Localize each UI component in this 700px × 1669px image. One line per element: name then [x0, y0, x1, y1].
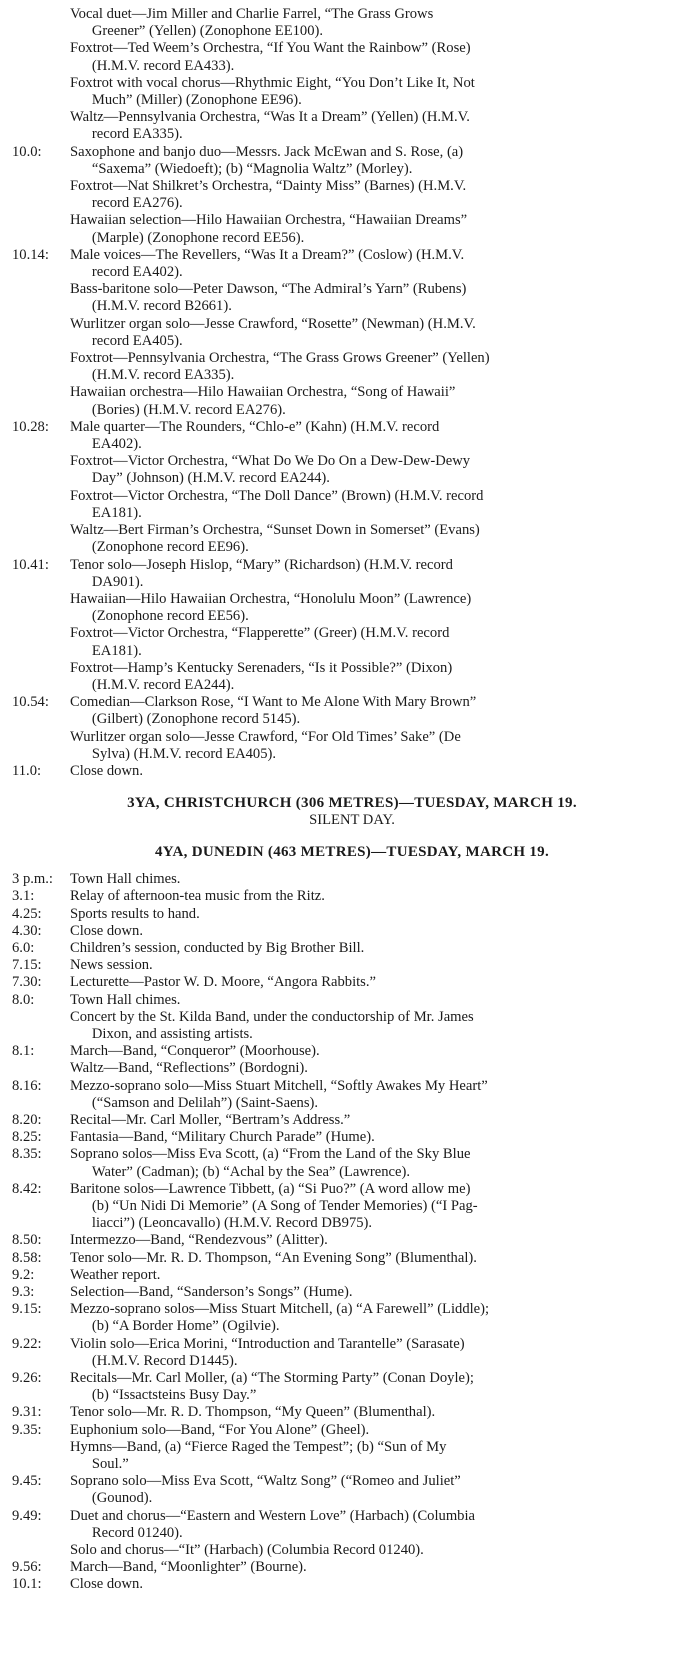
programme-text: [70, 1404, 692, 1421]
programme-item: [12, 453, 692, 487]
programme-text: [70, 247, 692, 281]
programme-item: [12, 974, 692, 991]
programme-line: Foxtrot—Nat Shilkret’s Orchestra, “Dainty Miss” (Barnes) (H.M.V.: [70, 178, 467, 195]
programme-line: (H.M.V. record EA244).: [70, 676, 235, 693]
programme-text: [70, 1336, 692, 1370]
programme-line: Wurlitzer organ solo—Jesse Crawford, “For Old Times’ Sake” (De: [70, 728, 461, 745]
programme-line: Relay of afternoon-tea music from the Ritz.: [70, 888, 325, 905]
programme-text: [70, 1060, 692, 1077]
programme-line: Soprano solo—Miss Eva Scott, “Waltz Song” (“Romeo and Juliet”: [70, 1473, 461, 1490]
programme-text: [70, 1473, 692, 1507]
programme-line: Selection—Band, “Sanderson’s Songs” (Hume).: [70, 1284, 353, 1301]
programme-item: [12, 178, 692, 212]
programme-item: [12, 75, 692, 109]
programme-text: [70, 75, 692, 109]
programme-text: [70, 1284, 692, 1301]
programme-line: EA402).: [70, 436, 142, 453]
programme-item: [12, 729, 692, 763]
programme-line: March—Band, “Moonlighter” (Bourne).: [70, 1559, 307, 1576]
programme-line: (H.M.V. record EA335).: [70, 367, 235, 384]
programme-line: Sports results to hand.: [70, 905, 200, 922]
programme-line: Record 01240).: [70, 1524, 183, 1541]
programme-time: 9.49:: [12, 1507, 42, 1524]
programme-line: Sylva) (H.M.V. record EA405).: [70, 745, 277, 762]
programme-line: EA181).: [70, 642, 142, 659]
programme-time: 10.41:: [12, 556, 49, 573]
programme-item: [12, 1250, 692, 1267]
programme-time: 8.1:: [12, 1043, 35, 1060]
programme-text: [70, 906, 692, 923]
programme-text: [70, 1576, 692, 1593]
programme-item: [12, 281, 692, 315]
programme-line: Hawaiian selection—Hilo Hawaiian Orchestra, “Hawaiian Dreams”: [70, 212, 468, 229]
programme-time: 9.56:: [12, 1559, 42, 1576]
programme-line: (H.M.V. record B2661).: [70, 298, 232, 315]
programme-line: record EA402).: [70, 264, 183, 281]
programme-time: 8.20:: [12, 1111, 42, 1128]
programme-time: 4.25:: [12, 905, 42, 922]
programme-item: [12, 144, 692, 178]
programme-item: [12, 522, 692, 556]
programme-text: [70, 453, 692, 487]
programme-item: [12, 591, 692, 625]
programme-line: record EA405).: [70, 332, 183, 349]
programme-time: 10.1:: [12, 1576, 42, 1593]
programme-text: [70, 694, 692, 728]
programme-line: March—Band, “Conqueror” (Moorhouse).: [70, 1043, 320, 1060]
programme-text: [70, 763, 692, 780]
programme-text: [70, 419, 692, 453]
programme-line: Foxtrot—Victor Orchestra, “What Do We Do On a Dew-Dew-Dewy: [70, 453, 471, 470]
programme-line: (Bories) (H.M.V. record EA276).: [70, 401, 286, 418]
programme-text: [70, 40, 692, 74]
programme-time: 9.35:: [12, 1421, 42, 1438]
programme-line: Comedian—Clarkson Rose, “I Want to Me Alone With Mary Brown”: [70, 694, 477, 711]
programme-line: Greener” (Yellen) (Zonophone EE100).: [70, 23, 324, 40]
programme-time: 7.15:: [12, 957, 42, 974]
programme-text: [70, 1078, 692, 1112]
programme-line: Recital—Mr. Carl Moller, “Bertram’s Address.”: [70, 1111, 351, 1128]
programme-line: Children’s session, conducted by Big Brother Bill.: [70, 939, 365, 956]
programme-item: [12, 1370, 692, 1404]
programme-text: [70, 1146, 692, 1180]
programme-text: [70, 1009, 692, 1043]
programme-line: Waltz—Band, “Reflections” (Bordogni).: [70, 1060, 308, 1077]
programme-item: [12, 247, 692, 281]
programme-text: [70, 488, 692, 522]
programme-item: [12, 1559, 692, 1576]
programme-text: [70, 923, 692, 940]
programme-line: Baritone solos—Lawrence Tibbett, (a) “Si Puo?” (A word allow me): [70, 1180, 471, 1197]
programme-line: Hymns—Band, (a) “Fierce Raged the Tempest”; (b) “Sun of My: [70, 1438, 447, 1455]
programme-line: Concert by the St. Kilda Band, under the conductorship of Mr. James: [70, 1008, 474, 1025]
programme-item: [12, 1181, 692, 1233]
programme-time: 10.14:: [12, 246, 49, 263]
programme-text: [70, 212, 692, 246]
programme-item: [12, 906, 692, 923]
programme-line: Water” (Cadman); (b) “Achal by the Sea” (Lawrence).: [70, 1163, 410, 1180]
programme-item: [12, 940, 692, 957]
programme-item: [12, 1473, 692, 1507]
programme-item: [12, 957, 692, 974]
programme-text: [70, 281, 692, 315]
programme-time: 9.3:: [12, 1284, 35, 1301]
programme-text: [70, 992, 692, 1009]
programme-item: [12, 1043, 692, 1060]
programme-item: [12, 1336, 692, 1370]
programme-line: Soprano solos—Miss Eva Scott, (a) “From the Land of the Sky Blue: [70, 1146, 471, 1163]
programme-text: [70, 109, 692, 143]
programme-line: Mezzo-soprano solo—Miss Stuart Mitchell, “Softly Awakes My Heart”: [70, 1077, 488, 1094]
programme-item: [12, 384, 692, 418]
programme-line: (H.M.V. Record D1445).: [70, 1352, 238, 1369]
programme-item: [12, 1078, 692, 1112]
programme-item: [12, 694, 692, 728]
programme-line: Tenor solo—Mr. R. D. Thompson, “An Evening Song” (Blumenthal).: [70, 1249, 477, 1266]
programme-text: [70, 888, 692, 905]
spacer: [12, 861, 692, 871]
programme-line: Intermezzo—Band, “Rendezvous” (Alitter).: [70, 1232, 328, 1249]
programme-page: [12, 6, 692, 1594]
programme-time: 7.30:: [12, 974, 42, 991]
programme-time: 3.1:: [12, 888, 35, 905]
programme-line: Saxophone and banjo duo—Messrs. Jack McEwan and S. Rose, (a): [70, 143, 464, 160]
programme-time: 6.0:: [12, 939, 35, 956]
programme-time: 9.22:: [12, 1335, 42, 1352]
programme-text: [70, 625, 692, 659]
programme-time: 9.15:: [12, 1301, 42, 1318]
programme-text: [70, 1301, 692, 1335]
programme-line: Tenor solo—Mr. R. D. Thompson, “My Queen” (Blumenthal).: [70, 1404, 436, 1421]
programme-text: [70, 384, 692, 418]
programme-line: Solo and chorus—“It” (Harbach) (Columbia Record 01240).: [70, 1542, 424, 1559]
programme-text: [70, 144, 692, 178]
programme-line: Bass-baritone solo—Peter Dawson, “The Admiral’s Yarn” (Rubens): [70, 281, 467, 298]
programme-text: [70, 1542, 692, 1559]
programme-text: [70, 957, 692, 974]
programme-line: Tenor solo—Joseph Hislop, “Mary” (Richardson) (H.M.V. record: [70, 556, 453, 573]
programme-text: [70, 1232, 692, 1249]
programme-item: [12, 1129, 692, 1146]
programme-line: Violin solo—Erica Morini, “Introduction and Tarantelle” (Sarasate): [70, 1335, 465, 1352]
programme-time: 10.28:: [12, 418, 49, 435]
programme-item: [12, 1576, 692, 1593]
programme-line: Waltz—Bert Firman’s Orchestra, “Sunset Down in Somerset” (Evans): [70, 522, 480, 539]
programme-line: Male quarter—The Rounders, “Chlo-e” (Kahn) (H.M.V. record: [70, 418, 440, 435]
programme-text: [70, 1439, 692, 1473]
programme-time: 8.16:: [12, 1077, 42, 1094]
programme-line: Foxtrot—Victor Orchestra, “The Doll Dance” (Brown) (H.M.V. record: [70, 487, 484, 504]
programme-time: 8.50:: [12, 1232, 42, 1249]
programme-line: record EA335).: [70, 126, 183, 143]
programme-item: [12, 1112, 692, 1129]
programme-line: Foxtrot—Victor Orchestra, “Flapperette” (Greer) (H.M.V. record: [70, 625, 450, 642]
station-subheading-3ya: SILENT DAY.: [309, 812, 395, 829]
programme-line: Duet and chorus—“Eastern and Western Love” (Harbach) (Columbia: [70, 1507, 476, 1524]
programme-item: [12, 1422, 692, 1439]
programme-text: [70, 316, 692, 350]
programme-line: (Zonophone record EE96).: [70, 539, 249, 556]
programme-line: Soul.”: [70, 1456, 129, 1473]
programme-line: “Saxema” (Wiedoeft); (b) “Magnolia Waltz” (Morley).: [70, 160, 413, 177]
programme-item: [12, 419, 692, 453]
programme-text: [70, 940, 692, 957]
programme-item: [12, 6, 692, 40]
programme-time: 10.0:: [12, 143, 42, 160]
programme-time: 8.35:: [12, 1146, 42, 1163]
programme-line: Lecturette—Pastor W. D. Moore, “Angora Rabbits.”: [70, 974, 376, 991]
programme-line: Vocal duet—Jim Miller and Charlie Farrel, “The Grass Grows: [70, 6, 434, 22]
programme-line: Euphonium solo—Band, “For You Alone” (Gheel).: [70, 1421, 370, 1438]
programme-line: Wurlitzer organ solo—Jesse Crawford, “Rosette” (Newman) (H.M.V.: [70, 315, 476, 332]
programme-line: Mezzo-soprano solos—Miss Stuart Mitchell, (a) “A Farewell” (Liddle);: [70, 1301, 490, 1318]
programme-item: [12, 1542, 692, 1559]
programme-text: [70, 1422, 692, 1439]
programme-text: [70, 557, 692, 591]
programme-text: [70, 1559, 692, 1576]
programme-time: 4.30:: [12, 922, 42, 939]
programme-text: [70, 1043, 692, 1060]
programme-time: 9.31:: [12, 1404, 42, 1421]
programme-line: Foxtrot with vocal chorus—Rhythmic Eight, “You Don’t Like It, Not: [70, 74, 475, 91]
programme-item: [12, 350, 692, 384]
programme-item: [12, 1284, 692, 1301]
programme-time: 11.0:: [12, 762, 42, 779]
programme-4ya: [12, 871, 692, 1594]
programme-item: [12, 888, 692, 905]
programme-line: EA181).: [70, 504, 142, 521]
programme-line: (Marple) (Zonophone record EE56).: [70, 229, 305, 246]
programme-text: [70, 350, 692, 384]
programme-item: [12, 316, 692, 350]
programme-line: Fantasia—Band, “Military Church Parade” (Hume).: [70, 1129, 375, 1146]
programme-text: [70, 1181, 692, 1233]
programme-line: Day” (Johnson) (H.M.V. record EA244).: [70, 470, 330, 487]
programme-line: Town Hall chimes.: [70, 871, 181, 888]
programme-line: DA901).: [70, 573, 144, 590]
programme-time: 8.58:: [12, 1249, 42, 1266]
programme-text: [70, 1250, 692, 1267]
programme-line: liacci”) (Leoncavallo) (H.M.V. Record DB975).: [70, 1215, 373, 1232]
programme-line: record EA276).: [70, 195, 183, 212]
station-heading-4ya: 4YA, DUNEDIN (463 METRES)—TUESDAY, MARCH 19.: [154, 844, 550, 861]
programme-text: [70, 1370, 692, 1404]
programme-item: [12, 1267, 692, 1284]
programme-item: [12, 660, 692, 694]
programme-line: Foxtrot—Pennsylvania Orchestra, “The Grass Grows Greener” (Yellen): [70, 350, 490, 367]
programme-time: 9.26:: [12, 1370, 42, 1387]
programme-item: [12, 1060, 692, 1077]
programme-time: 8.42:: [12, 1180, 42, 1197]
programme-time: 8.25:: [12, 1129, 42, 1146]
programme-item: [12, 488, 692, 522]
programme-text: [70, 591, 692, 625]
programme-item: [12, 1439, 692, 1473]
programme-item: [12, 871, 692, 888]
programme-item: [12, 992, 692, 1009]
programme-continued: [12, 6, 692, 780]
programme-time: 9.2:: [12, 1266, 35, 1283]
programme-line: (b) “Issactsteins Busy Day.”: [70, 1387, 257, 1404]
programme-item: [12, 40, 692, 74]
programme-line: (H.M.V. record EA433).: [70, 57, 235, 74]
programme-line: Recitals—Mr. Carl Moller, (a) “The Storming Party” (Conan Doyle);: [70, 1370, 474, 1387]
programme-time: 10.54:: [12, 694, 49, 711]
programme-text: [70, 660, 692, 694]
programme-line: Close down.: [70, 922, 143, 939]
programme-text: [70, 974, 692, 991]
programme-time: 8.0:: [12, 991, 35, 1008]
programme-item: [12, 557, 692, 591]
station-heading-3ya: 3YA, CHRISTCHURCH (306 METRES)—TUESDAY, MARCH 19.: [127, 795, 577, 812]
programme-item: [12, 1301, 692, 1335]
programme-item: [12, 1009, 692, 1043]
programme-text: [70, 1112, 692, 1129]
programme-line: News session.: [70, 957, 153, 974]
programme-item: [12, 923, 692, 940]
programme-line: Much” (Miller) (Zonophone EE96).: [70, 92, 302, 109]
programme-item: [12, 109, 692, 143]
programme-line: (b) “Un Nidi Di Memorie” (A Song of Tender Memories) (“I Pag-: [70, 1198, 478, 1214]
programme-item: [12, 1404, 692, 1421]
programme-text: [70, 871, 692, 888]
programme-line: Foxtrot—Ted Weem’s Orchestra, “If You Want the Rainbow” (Rose): [70, 40, 471, 57]
programme-text: [70, 6, 692, 40]
programme-line: Waltz—Pennsylvania Orchestra, “Was It a Dream” (Yellen) (H.M.V.: [70, 109, 470, 126]
programme-line: Close down.: [70, 1576, 143, 1593]
programme-line: Hawaiian orchestra—Hilo Hawaiian Orchestra, “Song of Hawaii”: [70, 384, 456, 401]
programme-time: 3 p.m.:: [12, 871, 53, 888]
programme-line: (“Samson and Delilah”) (Saint-Saens).: [70, 1094, 319, 1111]
programme-item: [12, 1146, 692, 1180]
programme-line: Dixon, and assisting artists.: [70, 1025, 253, 1042]
programme-item: [12, 212, 692, 246]
programme-line: (Zonophone record EE56).: [70, 608, 249, 625]
programme-line: Foxtrot—Hamp’s Kentucky Serenaders, “Is it Possible?” (Dixon): [70, 659, 453, 676]
programme-line: Hawaiian—Hilo Hawaiian Orchestra, “Honolulu Moon” (Lawrence): [70, 590, 472, 607]
programme-item: [12, 1508, 692, 1542]
programme-line: (b) “A Border Home” (Ogilvie).: [70, 1318, 280, 1335]
programme-line: Weather report.: [70, 1266, 161, 1283]
programme-item: [12, 625, 692, 659]
programme-line: Male voices—The Revellers, “Was It a Dream?” (Coslow) (H.M.V.: [70, 246, 465, 263]
programme-item: [12, 1232, 692, 1249]
programme-text: [70, 729, 692, 763]
programme-line: (Gilbert) (Zonophone record 5145).: [70, 711, 301, 728]
programme-text: [70, 1508, 692, 1542]
programme-text: [70, 178, 692, 212]
programme-time: 9.45:: [12, 1473, 42, 1490]
programme-text: [70, 1129, 692, 1146]
programme-item: [12, 763, 692, 780]
programme-line: (Gounod).: [70, 1490, 153, 1507]
programme-line: Close down.: [70, 762, 143, 779]
programme-text: [70, 1267, 692, 1284]
programme-text: [70, 522, 692, 556]
programme-line: Town Hall chimes.: [70, 991, 181, 1008]
